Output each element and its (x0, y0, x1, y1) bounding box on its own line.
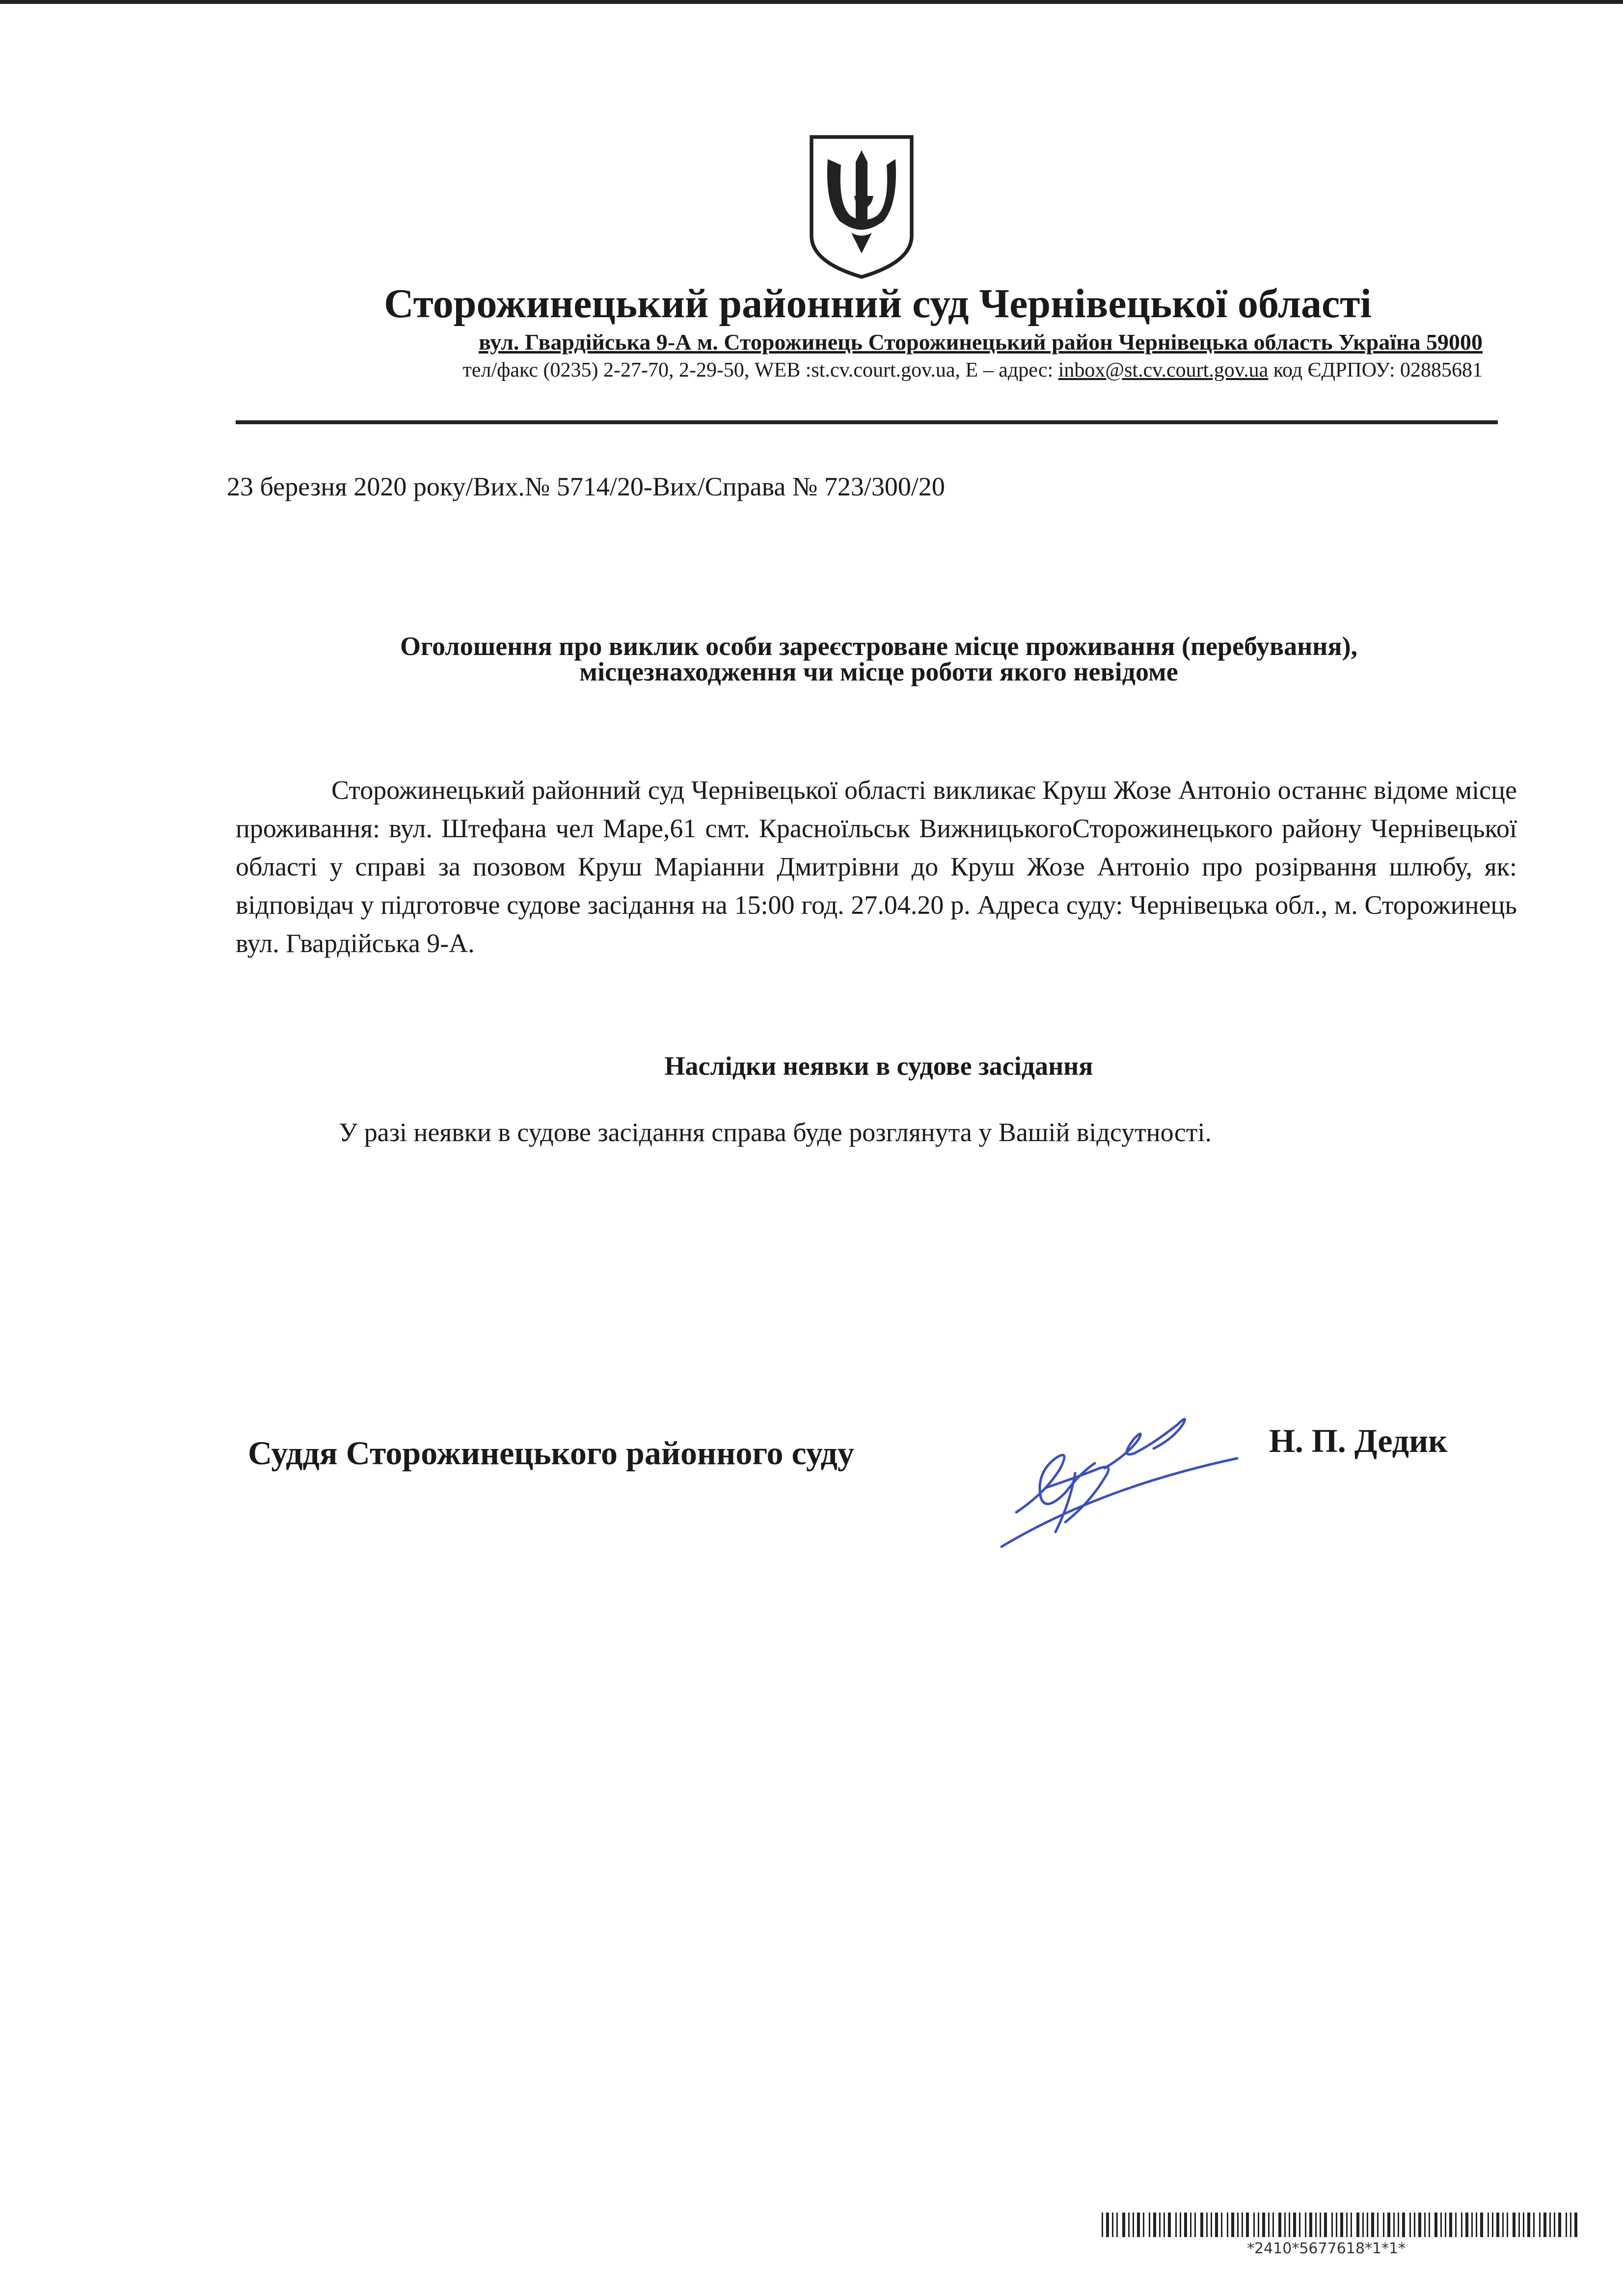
barcode-bar (1133, 2213, 1134, 2237)
barcode-bar (1387, 2213, 1390, 2237)
barcode-bar (1527, 2213, 1530, 2237)
barcode-bar (1200, 2213, 1203, 2237)
barcode-bar (1237, 2213, 1239, 2237)
notice-heading (236, 633, 1522, 684)
barcode-bar (1143, 2213, 1144, 2237)
barcode-bar (1502, 2213, 1504, 2237)
contacts-prefix: тел/факс (0235) 2-27-70, 2-29-50, WEB :st.cv.court.gov.ua, E – адрес: (462, 359, 1058, 382)
barcode-bar (1507, 2213, 1508, 2237)
barcode-bar (1488, 2213, 1489, 2237)
barcode-bar (1574, 2213, 1577, 2237)
barcode-bar (1227, 2213, 1228, 2237)
barcode-bar (1518, 2213, 1520, 2237)
barcode-bar (1184, 2213, 1187, 2237)
reference-line: 23 березня 2020 року/Вих.№ 5714/20-Вих/Справа № 723/300/20 (227, 472, 945, 501)
header-divider (236, 420, 1498, 424)
barcode-bar (1253, 2213, 1255, 2237)
consequences-text: У разі неявки в судове засідання справа буде розглянута у Вашій відсутності. (339, 1118, 1212, 1147)
barcode-bar (1299, 2213, 1300, 2237)
barcode-bar (1102, 2213, 1103, 2237)
barcode-bar (1153, 2213, 1156, 2237)
barcode-bar (1434, 2213, 1437, 2237)
barcode-bar (1320, 2213, 1321, 2237)
barcode-bar (1383, 2213, 1384, 2237)
barcode-bar (1513, 2213, 1515, 2237)
judge-name: Н. П. Дедик (1269, 1422, 1448, 1459)
barcode-bar (1293, 2213, 1296, 2237)
barcode-text: *2410*5677618*1*1* (1247, 2240, 1406, 2257)
handwritten-signature (997, 1414, 1252, 1552)
barcode-bar (1461, 2213, 1462, 2237)
barcode-bar (1284, 2213, 1286, 2237)
barcode-bar (1543, 2213, 1546, 2237)
barcode-bar (1455, 2213, 1457, 2237)
barcode-bar (1268, 2213, 1270, 2237)
barcode-bar (1554, 2213, 1555, 2237)
barcode-bar (1272, 2213, 1274, 2237)
barcode-bar (1215, 2213, 1218, 2237)
email-link[interactable]: inbox@st.cv.court.gov.ua (1058, 359, 1269, 382)
barcode-bar (1324, 2213, 1327, 2237)
barcode-bar (1476, 2213, 1477, 2237)
barcode-bar (1440, 2213, 1442, 2237)
barcode-bar (1496, 2213, 1499, 2237)
barcode-bar (1445, 2213, 1446, 2237)
barcode-bar (1305, 2213, 1306, 2237)
barcode-bar (1128, 2213, 1130, 2237)
barcode-bar (1465, 2213, 1468, 2237)
barcode-bar (1309, 2213, 1312, 2237)
barcode-bar (1570, 2213, 1571, 2237)
barcode-bar (1346, 2213, 1348, 2237)
barcode-bar (1418, 2213, 1421, 2237)
barcode-bar (1278, 2213, 1281, 2237)
barcode-bar (1424, 2213, 1426, 2237)
barcode-bar (1377, 2213, 1379, 2237)
barcode-bar (1149, 2213, 1150, 2237)
signatory-title: Суддя Сторожинецького районного суду (248, 1434, 854, 1472)
barcode-bar (1340, 2213, 1343, 2237)
barcode-bar (1163, 2213, 1165, 2237)
barcode-bar (1371, 2213, 1374, 2237)
barcode-bar (1398, 2213, 1399, 2237)
barcode-bar (1471, 2213, 1473, 2237)
barcode-bar (1362, 2213, 1364, 2237)
barcode-bar (1533, 2213, 1535, 2237)
barcode-bar (1429, 2213, 1430, 2237)
barcode-bar (1122, 2213, 1125, 2237)
barcode-bar (1112, 2213, 1113, 2237)
barcode-bar (1231, 2213, 1234, 2237)
barcode (1102, 2213, 1579, 2237)
barcode-bar (1356, 2213, 1359, 2237)
barcode-bar (1258, 2213, 1259, 2237)
consequences-heading: Наслідки неявки в судове засідання (664, 1051, 1093, 1081)
barcode-bar (1414, 2213, 1415, 2237)
ukraine-trident-emblem-icon (807, 133, 916, 280)
court-contacts (245, 358, 1483, 382)
barcode-bar (1523, 2213, 1524, 2237)
barcode-bar (1262, 2213, 1265, 2237)
barcode-bar (1558, 2213, 1561, 2237)
barcode-bar (1159, 2213, 1161, 2237)
barcode-bar (1289, 2213, 1290, 2237)
barcode-bar (1221, 2213, 1222, 2237)
notice-heading-line1: Оголошення про виклик особи зареєстроване місце проживання (перебування), (400, 631, 1358, 661)
contacts-suffix: код ЄДРПОУ: 02885681 (1268, 359, 1483, 382)
barcode-bar (1246, 2213, 1249, 2237)
barcode-bar (1190, 2213, 1191, 2237)
barcode-bar (1367, 2213, 1368, 2237)
scan-top-border (0, 0, 1623, 4)
barcode-bar (1492, 2213, 1493, 2237)
barcode-bar (1402, 2213, 1405, 2237)
barcode-bar (1409, 2213, 1411, 2237)
barcode-bar (1168, 2213, 1171, 2237)
barcode-bar (1206, 2213, 1208, 2237)
notice-body: Сторожинецький районний суд Чернівецької області викликає Круш Жозе Антоніо останнє відоме місце проживання: вул. Штефана чел Маре,61 смт. Красноїльськ ВижницькогоСторожинецького району Чернівецької області у справі за позовом Круш Маріанни Дмитрівни до Круш Жозе Антоніо про розірвання шлюбу, як: відповідач у підготовче судове засідання на 15:00 год. 27.04.20 р. Адреса суду: Чернівецька обл., м. Сторожинець вул. Гвардійська 9-А. (236, 775, 1517, 958)
barcode-bar (1106, 2213, 1109, 2237)
barcode-bar (1194, 2213, 1196, 2237)
court-name-title: Сторожинецький районний суд Чернівецької області (384, 281, 1372, 327)
barcode-bar (1180, 2213, 1181, 2237)
barcode-bar (1393, 2213, 1395, 2237)
barcode-bar (1566, 2213, 1567, 2237)
barcode-bar (1549, 2213, 1551, 2237)
barcode-bar (1539, 2213, 1541, 2237)
barcode-bar (1331, 2213, 1333, 2237)
barcode-bar (1211, 2213, 1212, 2237)
barcode-bar (1315, 2213, 1317, 2237)
notice-heading-line2: місцезнаходження чи місце роботи якого невідоме (579, 657, 1178, 686)
court-address: вул. Гвардійська 9-А м. Сторожинець Сторожинецький район Чернівецька область Україна 59000 (479, 329, 1483, 355)
barcode-bar (1242, 2213, 1243, 2237)
barcode-bar (1137, 2213, 1140, 2237)
barcode-bar (1116, 2213, 1118, 2237)
barcode-bar (1480, 2213, 1483, 2237)
barcode-bar (1351, 2213, 1352, 2237)
barcode-bar (1175, 2213, 1177, 2237)
barcode-bar (1449, 2213, 1452, 2237)
barcode-bar (1336, 2213, 1337, 2237)
